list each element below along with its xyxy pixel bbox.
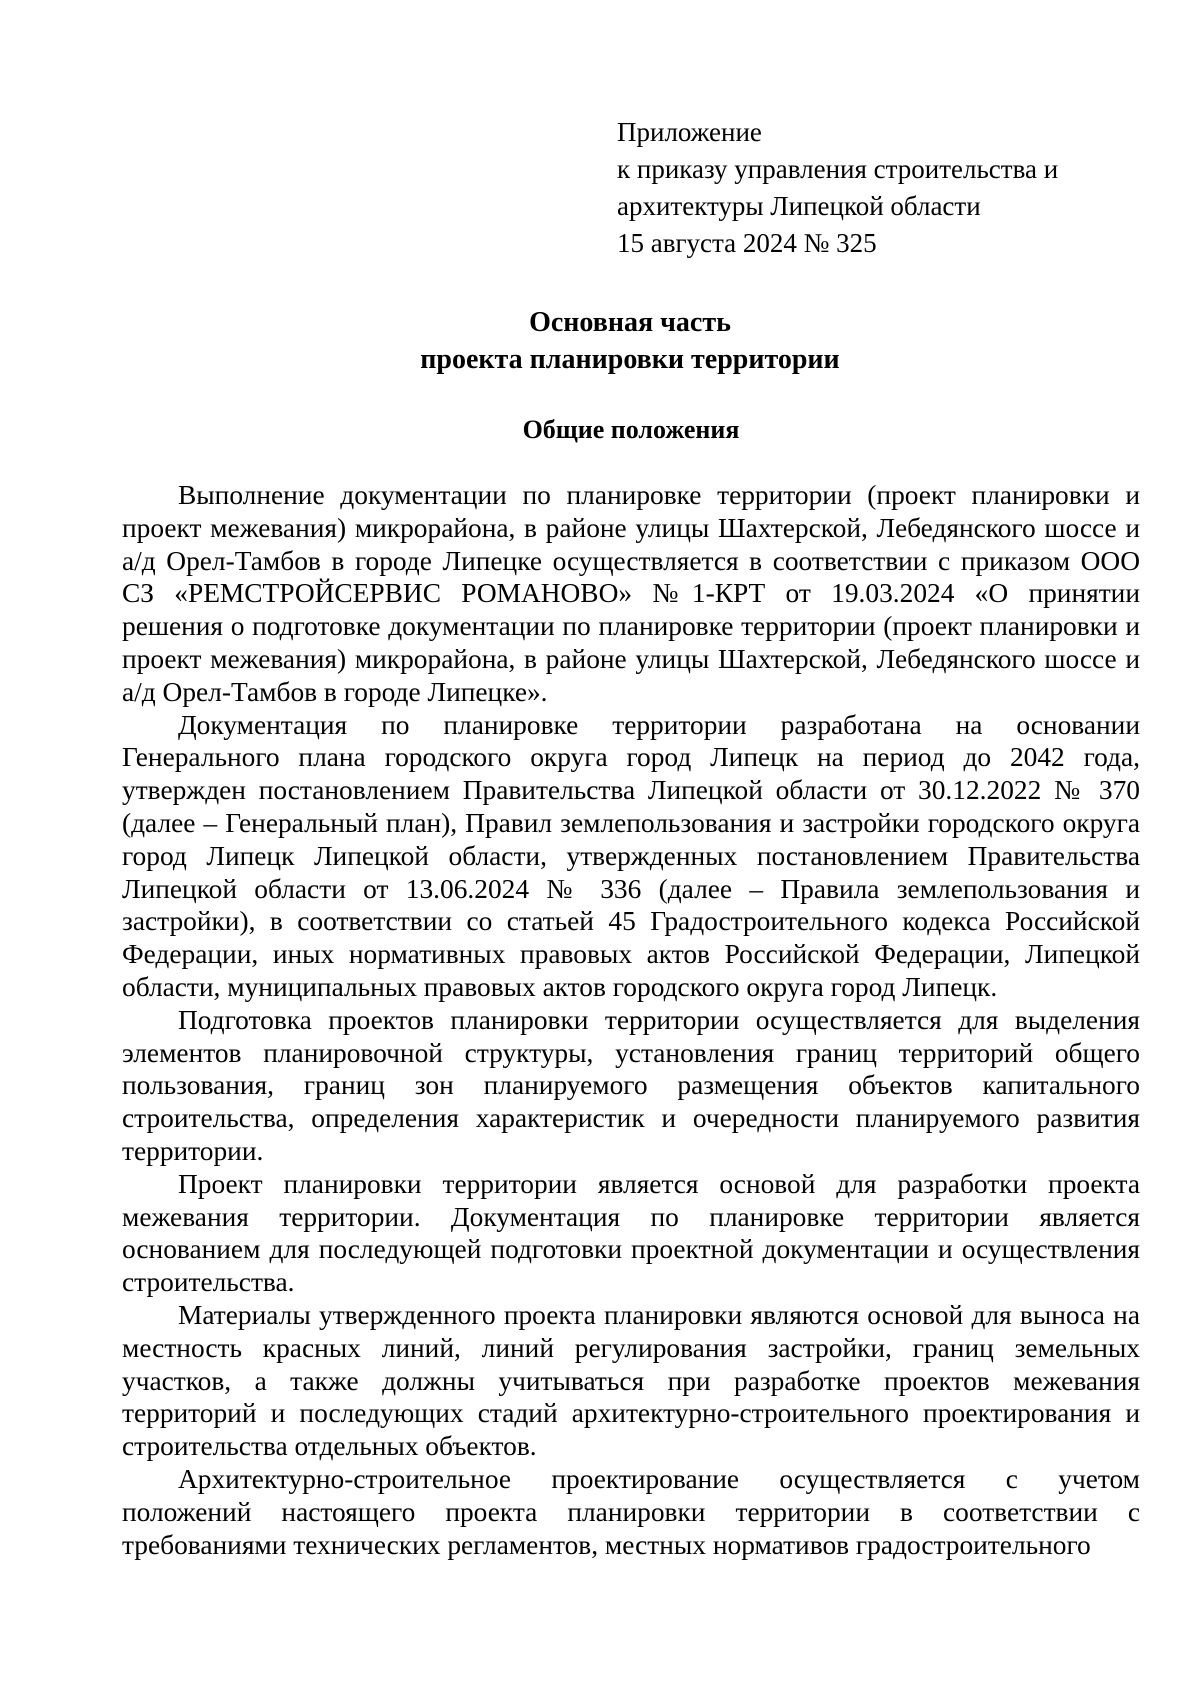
appendix-order-reference: к приказу управления строительства и <box>617 154 1059 184</box>
paragraph: Материалы утвержденного проекта планировки являются основой для выноса на местность красных линий, линий регулирования застройки, границ земельных участков, а также должны учитываться при разработке проектов межевания территорий и последующих стадий архитектурно-строительного проектирования и строительства отдельных объектов. <box>122 1299 1140 1462</box>
appendix-authority: архитектуры Липецкой области <box>617 191 981 221</box>
document-title-line-1: Основная часть <box>529 307 731 338</box>
paragraph: Выполнение документации по планировке территории (проект планировки и проект межевания) микрорайона, в районе улицы Шахтерской, Лебедянского шоссе и а/д Орел-Тамбов в городе Липецке осуществляется в соответствии с приказом ООО СЗ «РЕМСТРОЙСЕРВИС РОМАНОВО» №1-КРТ от 19.03.2024 «О принятии решения о подготовке документации по планировке территории (проект планировки и проект межевания) микрорайона, в районе улицы Шахтерской, Лебедянского шоссе и а/д Орел-Тамбов в городе Липецке». <box>122 480 1140 707</box>
document-body <box>122 479 1140 1561</box>
section-heading: Общие положения <box>522 415 740 444</box>
appendix-label: Приложение <box>617 117 762 147</box>
paragraph: Документация по планировке территории разработана на основании Генерального плана городского округа город Липецк на период до 2042 года, утвержден постановлением Правительства Липецкой области от 30.12.2022 № 370 (далее – Генеральный план), Правил землепользования и застройки городского округа город Липецк Липецкой области, утвержденных постановлением Правительства Липецкой области от 13.06.2024 № 336 (далее – Правила землепользования и застройки), в соответствии со статьей 45 Градостроительного кодекса Российской Федерации, иных нормативных правовых актов Российской Федерации, Липецкой области, муниципальных правовых актов городского округа город Липецк. <box>122 709 1140 1002</box>
document-title-line-2: проекта планировки территории <box>420 344 840 375</box>
appendix-block <box>617 114 1058 262</box>
appendix-date-number: 15 августа 2024 № 325 <box>617 228 877 258</box>
paragraph: Архитектурно-строительное проектирование осуществляется с учетом положений настоящего проекта планировки территории в соответствии с требованиями технических регламентов, местных нормативов градостроительного <box>122 1463 1140 1560</box>
paragraph: Подготовка проектов планировки территории осуществляется для выделения элементов планировочной структуры, установления границ территорий общего пользования, границ зон планируемого размещения объектов капитального строительства, определения характеристик и очередности планируемого развития территории. <box>122 1004 1140 1166</box>
paragraph: Проект планировки территории является основой для разработки проекта межевания территории. Документация по планировке территории является основанием для последующей подготовки проектной документации и осуществления строительства. <box>122 1168 1140 1298</box>
